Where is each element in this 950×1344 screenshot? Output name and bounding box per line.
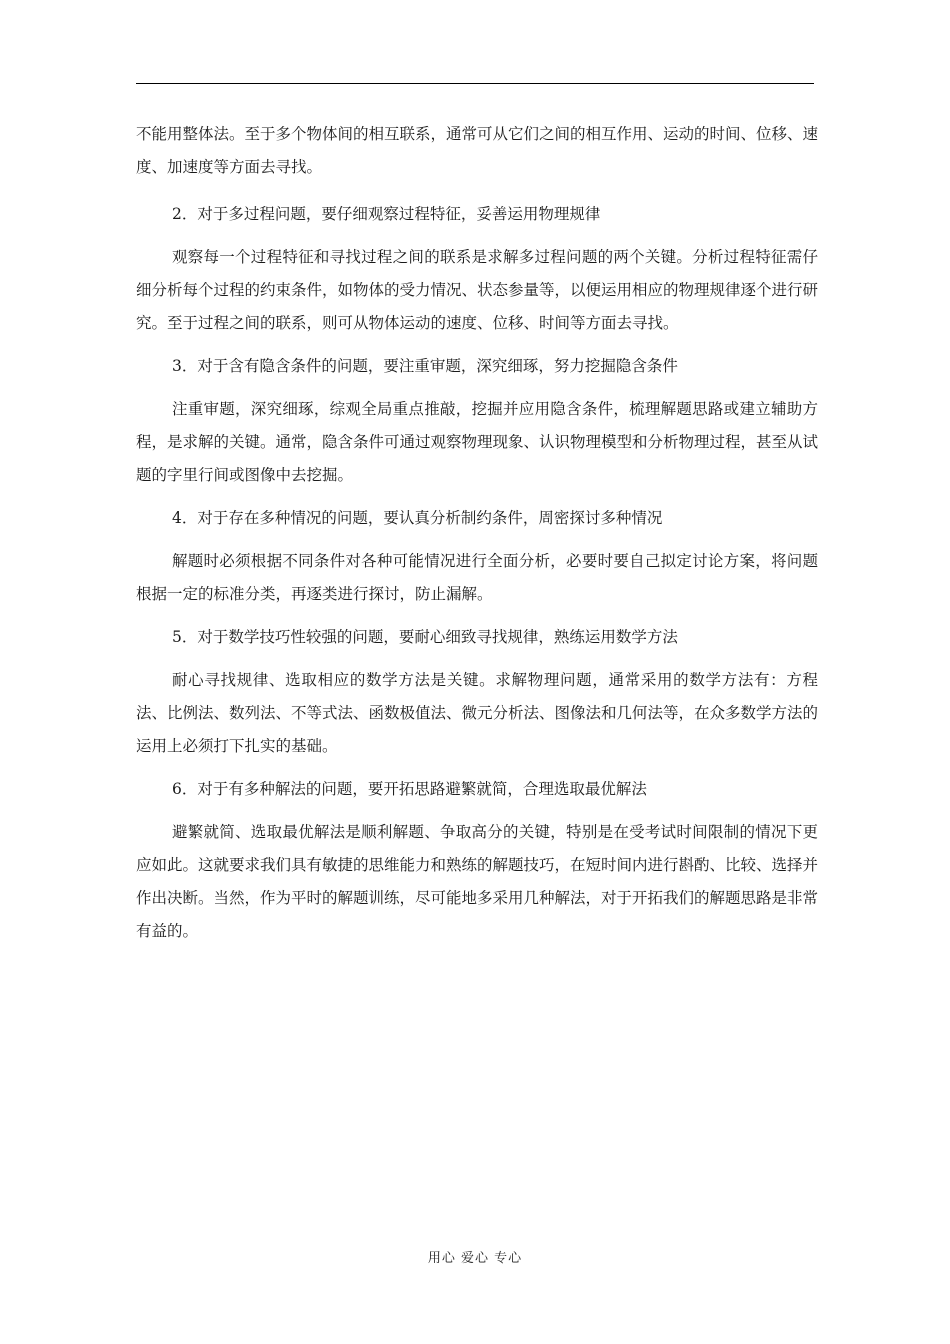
section-heading-3: 3．对于含有隐含条件的问题，要注重审题，深究细琢，努力挖掘隐含条件 <box>172 357 678 375</box>
section-heading-4: 4．对于存在多种情况的问题，要认真分析制约条件，周密探讨多种情况 <box>172 509 663 527</box>
paragraph-2: 观察每一个过程特征和寻找过程之间的联系是求解多过程问题的两个关键。分析过程特征需仔细分析每个过程的约束条件，如物体的受力情况、状态参量等，以便运用相应的物理规律逐个进行研究。至于过程之间的联系，则可从物体运动的速度、位移、时间等方面去寻找。 <box>136 248 819 332</box>
section-heading-5: 5．对于数学技巧性较强的问题，要耐心细致寻找规律，熟练运用数学方法 <box>172 628 678 646</box>
section-heading-6: 6．对于有多种解法的问题，要开拓思路避繁就简，合理选取最优解法 <box>172 780 647 798</box>
paragraph-5: 耐心寻找规律、选取相应的数学方法是关键。求解物理问题，通常采用的数学方法有：方程法、比例法、数列法、不等式法、函数极值法、微元分析法、图像法和几何法等，在众多数学方法的运用上必须打下扎实的基础。 <box>136 671 819 755</box>
paragraph-3: 注重审题，深究细琢，综观全局重点推敲，挖掘并应用隐含条件，梳理解题思路或建立辅助方程，是求解的关键。通常，隐含条件可通过观察物理现象、认识物理模型和分析物理过程，甚至从试题的字里行间或图像中去挖掘。 <box>136 400 819 484</box>
paragraph-4: 解题时必须根据不同条件对各种可能情况进行全面分析，必要时要自己拟定讨论方案，将问题根据一定的标准分类，再逐类进行探讨，防止漏解。 <box>136 552 818 603</box>
section-heading-2: 2．对于多过程问题，要仔细观察过程特征，妥善运用物理规律 <box>172 205 601 223</box>
header-rule <box>136 83 814 84</box>
paragraph-continued: 不能用整体法。至于多个物体间的相互联系，通常可从它们之间的相互作用、运动的时间、位移、速度、加速度等方面去寻找。 <box>136 125 819 176</box>
document-body <box>136 118 818 958</box>
paragraph-6: 避繁就简、选取最优解法是顺利解题、争取高分的关键，特别是在受考试时间限制的情况下更应如此。这就要求我们具有敏捷的思维能力和熟练的解题技巧，在短时间内进行斟酌、比较、选择并作出决断。当然，作为平时的解题训练，尽可能地多采用几种解法，对于开拓我们的解题思路是非常有益的。 <box>136 823 819 940</box>
page-footer: 用心 爱心 专心 <box>427 1251 523 1266</box>
